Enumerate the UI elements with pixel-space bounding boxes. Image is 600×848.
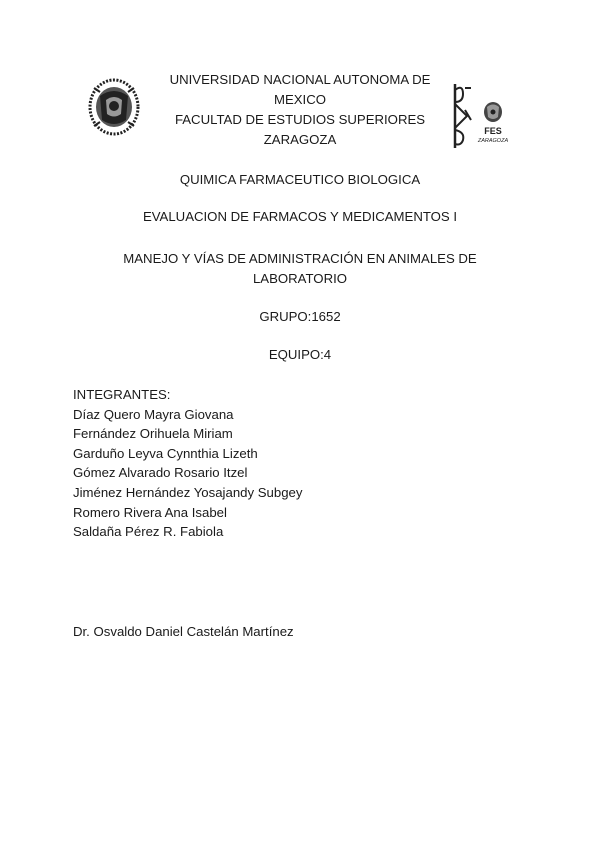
fes-zaragoza-logo [449, 80, 509, 152]
faculty-name-line1: FACULTAD DE ESTUDIOS SUPERIORES [174, 112, 426, 127]
list-item: Romero Rivera Ana Isabel [73, 504, 227, 520]
list-item: Gómez Alvarado Rosario Itzel [73, 465, 248, 481]
university-name-line2: MEXICO [273, 92, 327, 107]
topic-title-line1: MANEJO Y VÍAS DE ADMINISTRACIÓN EN ANIMALES DE [123, 251, 477, 266]
career-name: QUIMICA FARMACEUTICO BIOLOGICA [179, 172, 421, 187]
unam-seal-logo [88, 78, 140, 136]
topic-title [60, 249, 540, 289]
subject-name: EVALUACION DE FARMACOS Y MEDICAMENTOS I [142, 209, 458, 224]
members-heading: INTEGRANTES: [73, 387, 171, 402]
institution-header [150, 70, 450, 150]
faculty-name-line2: ZARAGOZA [263, 132, 337, 147]
list-item: Fernández Orihuela Miriam [73, 426, 233, 442]
list-item: Garduño Leyva Cynnthia Lizeth [73, 445, 258, 461]
team-number: EQUIPO:4 [268, 347, 332, 362]
university-name-line1: UNIVERSIDAD NACIONAL AUTONOMA DE [169, 72, 431, 87]
list-item: Saldaña Pérez R. Fabiola [73, 524, 224, 540]
members-list [73, 385, 302, 542]
list-item: Jiménez Hernández Yosajandy Subgey [73, 484, 303, 500]
fes-logo-text: FES [484, 126, 502, 136]
professor-name: Dr. Osvaldo Daniel Castelán Martínez [73, 624, 294, 639]
zaragoza-logo-text: ZARAGOZA [477, 138, 509, 144]
group-number: GRUPO:1652 [259, 309, 341, 324]
list-item: Díaz Quero Mayra Giovana [73, 406, 234, 422]
topic-title-line2: LABORATORIO [252, 271, 348, 286]
